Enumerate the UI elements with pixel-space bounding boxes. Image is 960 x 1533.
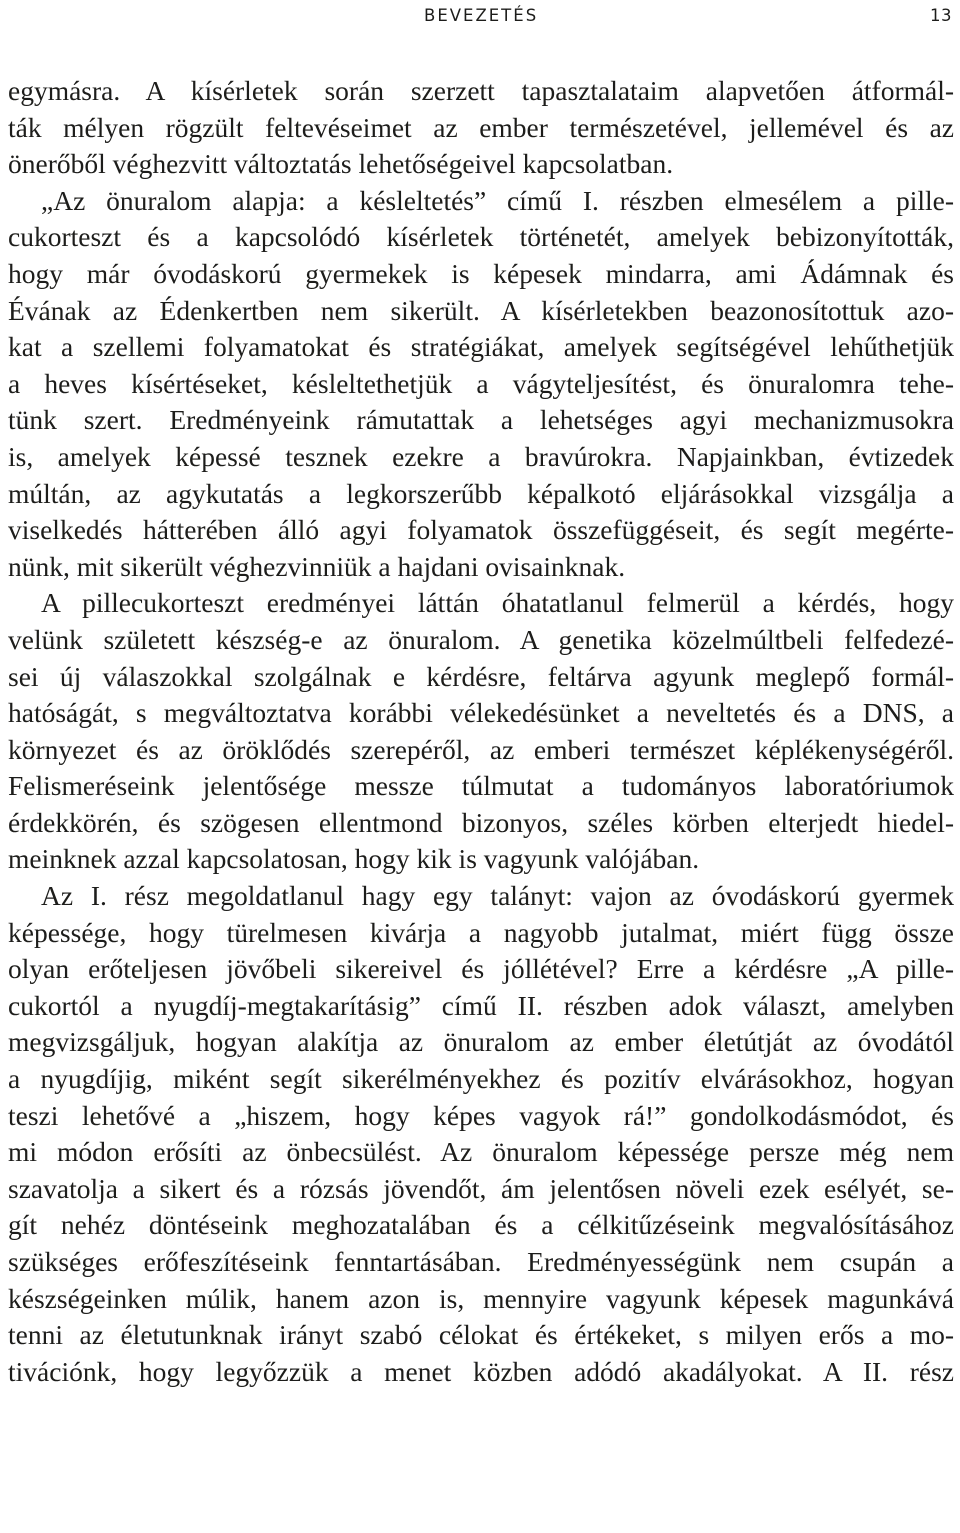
text-line: szavatolja a sikert és a rózsás jövendőt, ám jelentősen növeli ezek esélyét, se-	[8, 1172, 954, 1204]
text-line: olyan erőteljesen jövőbeli sikereivel és jóllétével? Erre a kérdésre „A pille-	[8, 953, 954, 985]
text-line: kat a szellemi folyamatokat és stratégiákat, amelyek segítségével lehűthetjük	[8, 331, 954, 363]
text-line: cukorteszt és a kapcsolódó kísérletek történetét, amelyek bebizonyították,	[8, 221, 954, 253]
text-line: hatóságát, s megváltoztatva korábbi vélekedésünket a neveltetés és a DNS, a	[8, 697, 954, 729]
text-line: sei új válaszokkal szolgálnak e kérdésre, feltárva agyunk meglepő formál-	[8, 660, 954, 692]
text-line: készségeinken múlik, hanem azon is, mennyire vagyunk képesek magunkává	[8, 1282, 954, 1314]
text-line: A pillecukorteszt eredményei láttán óhatatlanul felmerül a kérdés, hogy	[41, 587, 954, 619]
text-line: meinknek azzal kapcsolatosan, hogy kik is vagyunk valójában.	[8, 843, 700, 875]
text-line: teszi lehetővé a „hiszem, hogy képes vagyok rá!” gondolkodásmódot, és	[8, 1099, 954, 1131]
body-text	[8, 73, 954, 1390]
text-line: nünk, mit sikerült véghezvinniük a hajdani ovisainknak.	[8, 550, 626, 582]
text-line: szükséges erőfeszítéseink fenntartásában. Eredményességünk nem csupán a	[8, 1246, 954, 1277]
text-line: „Az önuralom alapja: a késleltetés” című I. részben elmesélem a pille-	[41, 184, 954, 216]
text-line: hogy már óvodáskorú gyermekek is képesek mindarra, ami Ádámnak és	[8, 257, 954, 289]
text-line: a heves kísértéseket, késleltethetjük a vágyteljesítést, és önuralomra tehe-	[8, 367, 954, 399]
text-line: tenni az életutunknak irányt szabó célokat és értékeket, s milyen erős a mo-	[8, 1319, 954, 1351]
text-line: Felismeréseink jelentősége messze túlmutat a tudományos laboratóriumok	[8, 770, 954, 802]
text-line: tünk szert. Eredményeink rámutattak a lehetséges agyi mechanizmusokra	[8, 404, 954, 436]
text-line: megvizsgáljuk, hogyan alakítja az önuralom az ember életútját az óvodától	[8, 1026, 954, 1058]
text-line: Az I. rész megoldatlanul hagy egy talányt: vajon az óvodáskorú gyermek	[41, 880, 954, 912]
text-line: múltán, az agykutatás a legkorszerűbb képalkotó eljárásokkal vizsgálja a	[8, 477, 954, 509]
text-line: képessége, hogy türelmesen kivárja a nagyobb jutalmat, miért függ össze	[8, 916, 954, 948]
text-line: is, amelyek képessé tesznek ezekre a bravúrokra. Napjainkban, évtizedek	[8, 440, 954, 472]
text-line: velünk született készség-e az önuralom. A genetika közelmúltbeli felfedezé-	[8, 623, 954, 655]
text-line: viselkedés hátterében álló agyi folyamatok összefüggéseit, és segít megérte-	[8, 514, 954, 546]
page-number: 13	[930, 6, 952, 25]
text-line: ták mélyen rögzült feltevéseimet az ember természetével, jellemével és az	[8, 111, 954, 143]
text-line: cukortól a nyugdíj-megtakarításig” című II. részben adok választ, amelyben	[8, 989, 954, 1021]
text-line: a nyugdíjig, miként segít sikerélményekhez és pozitív elvárásokhoz, hogyan	[8, 1063, 954, 1095]
text-line: önerőből véghezvitt változtatás lehetőségeivel kapcsolatban.	[8, 148, 674, 180]
running-header	[0, 4, 960, 28]
text-line: tivációnk, hogy legyőzzük a menet közben adódó akadályokat. A II. rész	[8, 1355, 954, 1387]
text-line: érdekkörén, és szögesen ellentmond bizonyos, széles körben elterjedt hiedel-	[8, 806, 954, 838]
text-line: egymásra. A kísérletek során szerzett tapasztalataim alapvetően átformál-	[8, 75, 954, 106]
text-line: környezet és az öröklődés szerepéről, az emberi természet képlékenységéről.	[8, 733, 954, 765]
text-line: Évának az Édenkertben nem sikerült. A kísérletekben beazonosítottuk azo-	[8, 294, 954, 326]
running-head-title: BEVEZETÉS	[424, 6, 539, 25]
text-line: gít nehéz döntéseink meghozatalában és a célkitűzéseink megvalósításához	[8, 1209, 954, 1241]
text-line: mi módon erősíti az önbecsülést. Az önuralom képessége persze még nem	[8, 1136, 954, 1168]
